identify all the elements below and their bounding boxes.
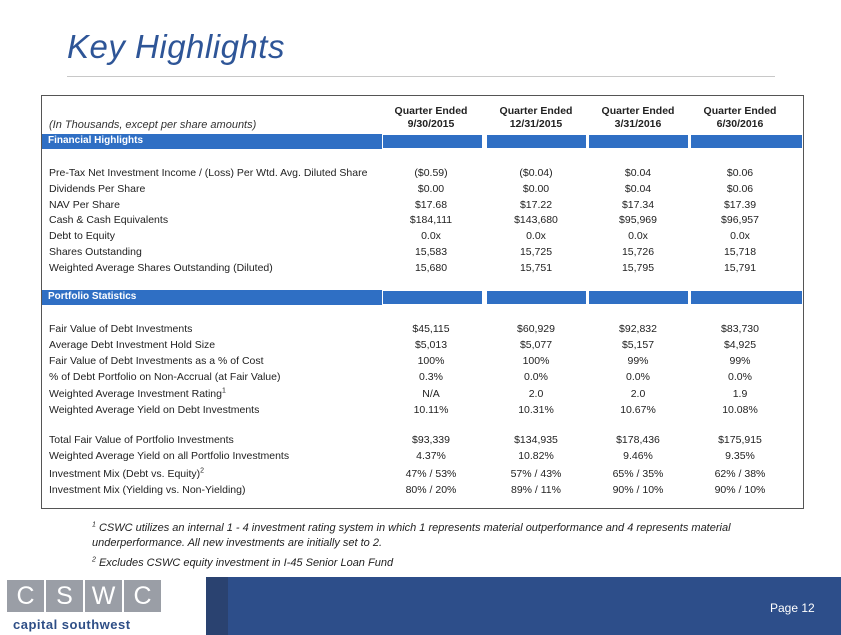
title-divider: [67, 76, 775, 77]
row-label: Investment Mix (Debt vs. Equity)$^2$: [49, 467, 205, 480]
page-title: Key Highlights: [67, 28, 285, 65]
row-label: NAV Per Share: [49, 199, 121, 211]
section-label: Financial Highlights: [48, 135, 144, 146]
band-cell: [486, 290, 587, 305]
table-row: [42, 371, 803, 386]
table-cell: $0.00: [417, 183, 445, 195]
row-label: Pre-Tax Net Investment Income / (Loss) Per Wtd. Avg. Diluted Share: [49, 167, 368, 179]
unit-note: (In Thousands, except per share amounts): [49, 119, 257, 131]
table-cell: $60,929: [517, 323, 555, 335]
column-header-1: Quarter Ended 9/30/2015: [394, 105, 468, 130]
table-row: [42, 468, 803, 483]
table-cell: $143,680: [514, 214, 558, 226]
table-cell: $0.06: [726, 183, 754, 195]
table-row: [42, 450, 803, 465]
band-cell: [486, 134, 587, 149]
section-band-financial: [42, 134, 385, 149]
table-cell: 0.3%: [419, 371, 443, 383]
band-cell: [382, 134, 483, 149]
band-cell: [690, 290, 803, 305]
table-cell: $0.04: [624, 167, 652, 179]
table-cell: 100%: [522, 355, 550, 367]
table-cell: $0.04: [624, 183, 652, 195]
table-cell: $0.00: [522, 183, 550, 195]
table-cell: 0.0x: [526, 230, 546, 242]
table-row: [42, 388, 803, 403]
row-label: Fair Value of Debt Investments as a % of Cost: [49, 355, 264, 367]
table-cell: $5,157: [621, 339, 655, 351]
table-row: [42, 230, 803, 245]
table-row: [42, 167, 803, 182]
row-label: Weighted Average Shares Outstanding (Diluted): [49, 262, 273, 274]
table-cell: $17.39: [723, 199, 757, 211]
table-cell: $93,339: [412, 434, 450, 446]
table-row: [42, 355, 803, 370]
table-cell: 65% / 35%: [612, 468, 664, 480]
row-label: % of Debt Portfolio on Non-Accrual (at Fair Value): [49, 371, 281, 383]
table-cell: 9.35%: [725, 450, 755, 462]
band-cell: [690, 134, 803, 149]
table-cell: $96,957: [721, 214, 759, 226]
table-cell: 99%: [729, 355, 751, 367]
table-cell: $92,832: [619, 323, 657, 335]
table-cell: 0.0x: [730, 230, 750, 242]
table-row: [42, 246, 803, 261]
row-label: Average Debt Investment Hold Size: [49, 339, 216, 351]
table-cell: 15,725: [519, 246, 553, 258]
table-cell: 0.0%: [626, 371, 650, 383]
table-cell: $5,013: [414, 339, 448, 351]
band-cell: [382, 290, 483, 305]
table-cell: 10.67%: [620, 404, 656, 416]
table-cell: 15,791: [723, 262, 757, 274]
footnote-1: $^1$ CSWC utilizes an internal 1 - 4 investment rating system in which 1 represents material outperformance and 4 represents material underperformance. All new investments are initially set to 2.: [92, 521, 731, 549]
table-cell: 15,718: [723, 246, 757, 258]
table-cell: 10.08%: [722, 404, 758, 416]
table-cell: $17.22: [519, 199, 553, 211]
table-cell: 15,680: [414, 262, 448, 274]
table-cell: 15,583: [414, 246, 448, 258]
table-cell: $17.34: [621, 199, 655, 211]
logo-letters: C S W C: [7, 580, 163, 612]
table-row: [42, 214, 803, 229]
table-row: [42, 339, 803, 354]
table-cell: 15,726: [621, 246, 655, 258]
section-label: Portfolio Statistics: [48, 291, 137, 302]
table-cell: ($0.04): [519, 167, 553, 179]
table-cell: $134,935: [514, 434, 558, 446]
column-header-3: Quarter Ended 3/31/2016: [601, 105, 675, 130]
row-label: Cash & Cash Equivalents: [49, 214, 169, 226]
table-cell: $175,915: [718, 434, 762, 446]
table-cell: 0.0x: [628, 230, 648, 242]
column-header-4: Quarter Ended 6/30/2016: [703, 105, 777, 130]
row-label: Weighted Average Yield on all Portfolio Investments: [49, 450, 290, 462]
table-cell: $184,111: [409, 214, 453, 226]
table-cell: 9.46%: [623, 450, 653, 462]
table-cell: 4.37%: [416, 450, 446, 462]
table-cell: $17.68: [414, 199, 448, 211]
footnote-2: $^2$ Excludes CSWC equity investment in I-45 Senior Loan Fund: [92, 556, 394, 569]
table-cell: 90% / 10%: [714, 484, 766, 496]
table-row: [42, 434, 803, 449]
table-cell: 0.0x: [421, 230, 441, 242]
row-label: Fair Value of Debt Investments: [49, 323, 193, 335]
table-cell: $178,436: [616, 434, 660, 446]
row-label: Debt to Equity: [49, 230, 115, 242]
row-label: Weighted Average Yield on Debt Investments: [49, 404, 260, 416]
table-cell: N/A: [422, 388, 440, 400]
table-cell: 90% / 10%: [612, 484, 664, 496]
table-cell: 2.0: [528, 388, 544, 400]
table-cell: 62% / 38%: [714, 468, 766, 480]
row-label: Total Fair Value of Portfolio Investments: [49, 434, 234, 446]
table-row: [42, 183, 803, 198]
table-cell: 10.11%: [413, 404, 449, 416]
table-cell: $4,925: [723, 339, 757, 351]
table-row: [42, 323, 803, 338]
highlights-table: [41, 95, 804, 509]
table-cell: $0.06: [726, 167, 754, 179]
table-cell: 0.0%: [728, 371, 752, 383]
row-label: Shares Outstanding: [49, 246, 142, 258]
table-cell: 47% / 53%: [405, 468, 457, 480]
table-cell: 57% / 43%: [510, 468, 562, 480]
table-cell: 80% / 20%: [405, 484, 457, 496]
table-cell: 10.31%: [518, 404, 554, 416]
band-cell: [588, 290, 689, 305]
table-cell: 1.9: [732, 388, 748, 400]
table-cell: $83,730: [721, 323, 759, 335]
table-cell: $45,115: [412, 323, 450, 335]
row-label: Dividends Per Share: [49, 183, 146, 195]
table-cell: 89% / 11%: [510, 484, 561, 496]
logo-tagline: capital southwest: [13, 617, 131, 632]
row-label: Investment Mix (Yielding vs. Non-Yielding): [49, 484, 246, 496]
table-cell: 15,795: [621, 262, 655, 274]
table-cell: $5,077: [519, 339, 553, 351]
page-number: Page 12: [770, 601, 815, 615]
table-cell: 10.82%: [518, 450, 554, 462]
company-logo: [0, 577, 206, 635]
table-cell: ($0.59): [414, 167, 448, 179]
table-row: [42, 404, 803, 419]
section-band-portfolio: [42, 290, 385, 305]
column-header-2: Quarter Ended 12/31/2015: [499, 105, 573, 130]
table-cell: 2.0: [630, 388, 646, 400]
table-row: [42, 199, 803, 214]
row-label: Weighted Average Investment Rating$^1$: [49, 387, 226, 400]
table-cell: 100%: [417, 355, 445, 367]
table-cell: 15,751: [519, 262, 553, 274]
table-cell: $95,969: [619, 214, 657, 226]
table-row: [42, 484, 803, 499]
table-row: [42, 262, 803, 277]
table-cell: 99%: [627, 355, 649, 367]
table-cell: 0.0%: [524, 371, 548, 383]
band-cell: [588, 134, 689, 149]
